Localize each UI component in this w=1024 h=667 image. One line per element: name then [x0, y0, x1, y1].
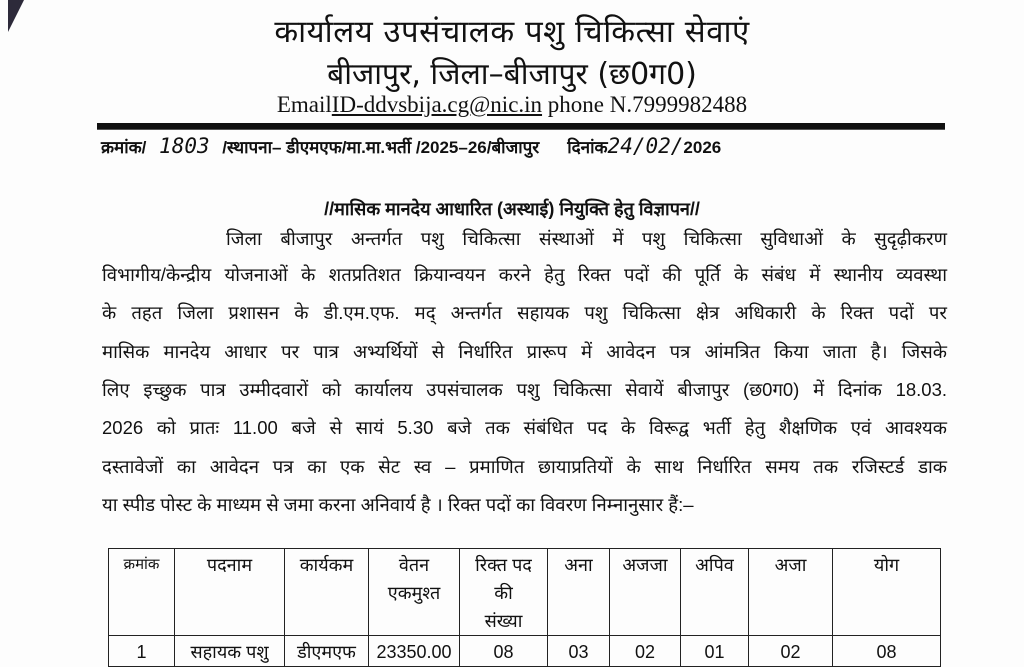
col-header-vacancies-line: की: [494, 583, 513, 603]
col-header-vacancies-line: रिक्त पद: [475, 555, 532, 575]
col-header-vacancies: [460, 549, 548, 636]
date-handwritten: 24/02/: [607, 134, 684, 158]
email-address[interactable]: ID-ddvsbija.cg@nic.in: [331, 92, 543, 117]
reference-text: /स्थापना– डीएमएफ/मा.मा.भर्ती /2025–26/बीजापुर: [222, 138, 540, 157]
reference-number: 1803: [146, 134, 223, 158]
cell-serial: 1: [109, 636, 175, 667]
col-header-serial: क्रमांक: [109, 549, 175, 636]
vacancy-table: [108, 548, 941, 667]
date-year: 2026: [683, 138, 722, 157]
col-header-salary-line: वेतन: [398, 555, 430, 575]
body-line: मासिक मानदेय आधार पर पात्र अभ्यर्थियों से निर्धारित प्रारूप में आवेदन पत्र आंमत्रित किया जाता है। जिसके: [102, 341, 947, 362]
cell-ajja: 02: [610, 636, 681, 667]
col-header-salary-line: एकमुश्त: [387, 583, 441, 603]
contact-prefix: Email: [276, 92, 332, 117]
col-header-program: कार्यकम: [285, 549, 369, 636]
phone-number: phone N.7999982488: [542, 92, 748, 117]
col-header-ajja: अजजा: [610, 549, 681, 636]
col-header-post: पदनाम: [175, 549, 285, 636]
cell-aja: 02: [749, 636, 833, 667]
kramank-label: क्रमांक/: [101, 138, 147, 157]
col-header-salary: [369, 549, 460, 636]
cell-ana: 03: [548, 636, 610, 667]
col-header-vacancies-line: संख्या: [484, 611, 523, 631]
table-header-row: [109, 549, 941, 636]
col-header-total: योग: [833, 549, 941, 636]
body-line: 2026 को प्रातः 11.00 बजे से सायं 5.30 बजे तक संबंधित पद के विरूद्व भर्ती हेतु शैक्षणिक एवं आवश्यक: [102, 417, 947, 438]
cell-vacancies: 08: [460, 636, 548, 667]
table-row: [109, 636, 941, 667]
reference-line: [101, 134, 721, 158]
cell-total: 08: [833, 636, 941, 667]
body-line: विभागीय/केन्द्रीय योजनाओं के शतप्रतिशत क्रियान्वयन करने हेतु रिक्त पदों की पूर्ति के संबंध में स्थानीय व्यवस्था: [102, 264, 947, 285]
office-name: कार्यालय उपसंचालक पशु चिकित्सा सेवाएं: [274, 14, 750, 50]
body-line: के तहत जिला प्रशासन के डी.एम.एफ. मद् अन्तर्गत सहायक पशु चिकित्सा क्षेत्र अधिकारी के रिक्त पदों पर: [102, 302, 947, 323]
col-header-ana: अना: [548, 549, 610, 636]
header-divider: [97, 123, 945, 130]
col-header-aja: अजा: [749, 549, 833, 636]
body-line: जिला बीजापुर अन्तर्गत पशु चिकित्सा संस्थाओं में पशु चिकित्सा सुविधाओं के सुदृढ़ीकरण: [226, 228, 947, 249]
body-line: दस्तावेजों का आवेदन पत्र का एक सेट स्व – प्रमाणित छायाप्रतियों के साथ निर्धारित समय तक रजिस्टर्ड डाक: [102, 456, 947, 477]
date-label: दिनांक: [567, 138, 608, 157]
advertisement-title: //मासिक मानदेय आधारित (अस्थाई) नियुक्ति हेतु विज्ञापन//: [324, 199, 700, 219]
cell-apiv: 01: [681, 636, 749, 667]
office-contact: [0, 92, 1024, 118]
cell-program: डीएमएफ: [285, 636, 369, 667]
body-line: या स्पीड पोस्ट के माध्यम से जमा करना अनिवार्य है । रिक्त पदों का विवरण निम्नानुसार हैं:–: [102, 494, 694, 515]
col-header-apiv: अपिव: [681, 549, 749, 636]
office-location: बीजापुर, जिला–बीजापुर (छ0ग0): [327, 57, 697, 92]
cell-post: सहायक पशु: [175, 636, 285, 667]
cell-salary: 23350.00: [369, 636, 460, 667]
body-line: लिए इच्छुक पात्र उम्मीदवारों को कार्यालय उपसंचालक पशु चिकित्सा सेवायें बीजापुर (छ0ग0) में दिनांक 18.03.: [102, 379, 947, 400]
